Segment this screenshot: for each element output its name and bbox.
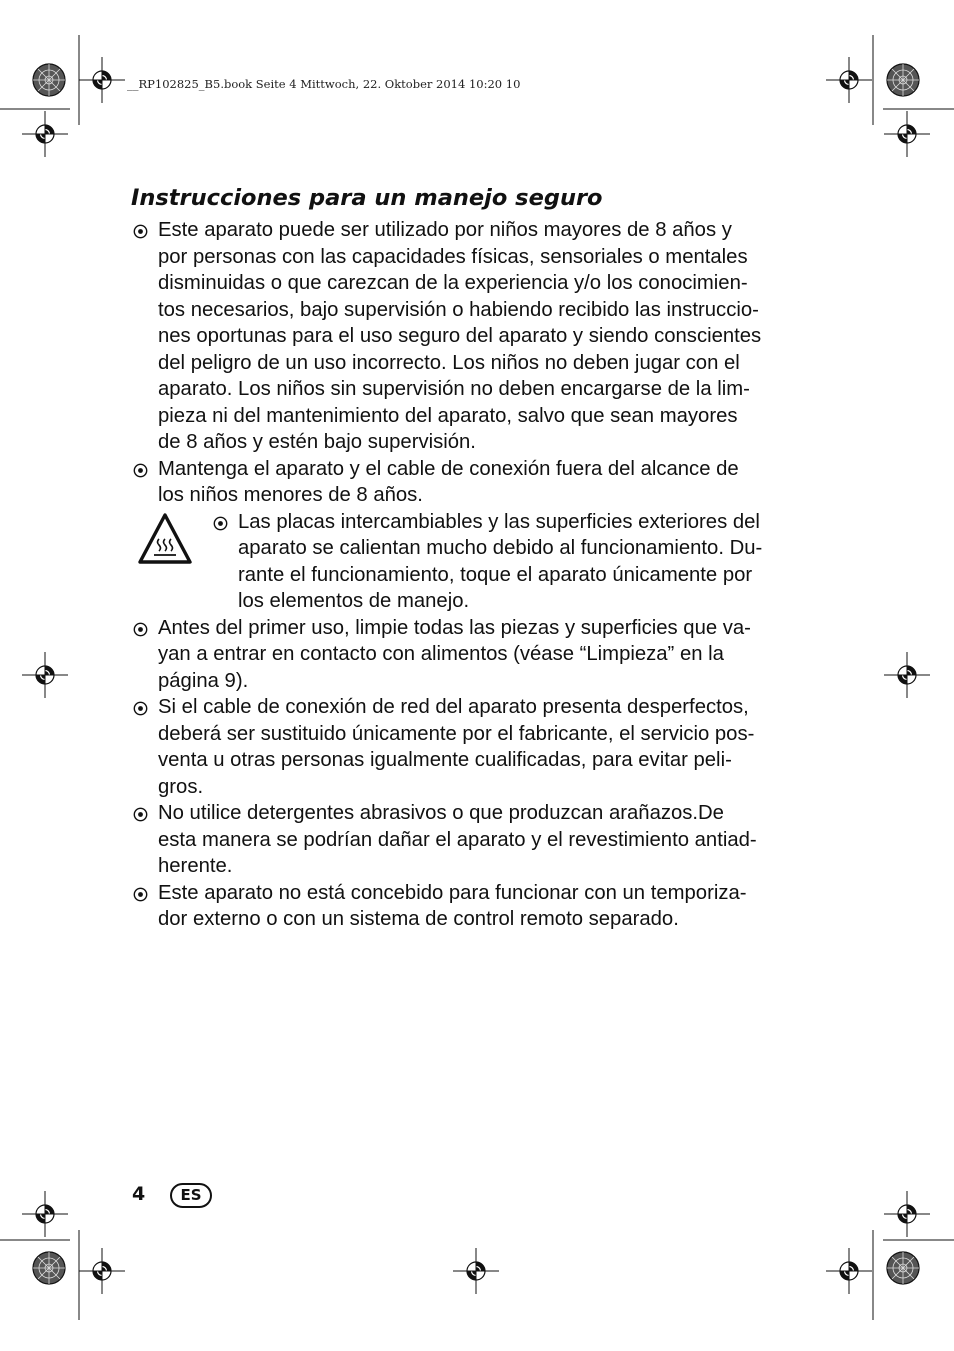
text-line: venta u otras personas igualmente cualificadas, para evitar peli-: [158, 749, 732, 771]
text-line: herente.: [158, 855, 233, 877]
text-line: gros.: [158, 775, 204, 798]
page-number: 4: [132, 1183, 146, 1205]
text-line: aparato se calientan mucho debido al funcionamiento. Du-: [238, 537, 763, 559]
print-slug: __RP102825_B5.book Seite 4 Mittwoch, 22. Oktober 2014 10:20 10: [127, 77, 521, 91]
language-badge: ES: [170, 1183, 212, 1208]
text-line: de 8 años y estén bajo supervisión.: [158, 431, 476, 453]
text-line: Antes del primer uso, limpie todas las piezas y superficies que va-: [158, 616, 751, 639]
text-line: disminuidas o que carezcan de la experiencia y/o los conocimien-: [158, 272, 748, 294]
section-title: Instrucciones para un manejo seguro: [131, 185, 603, 211]
text-line: No utilice detergentes abrasivos o que produzcan arañazos.De: [158, 802, 724, 824]
text-line: Este aparato no está concebido para funcionar con un temporiza-: [158, 881, 747, 904]
text-line: dor externo o con un sistema de control remoto separado.: [158, 908, 679, 930]
text-line: tos necesarios, bajo supervisión o habiendo recibido las instruccio-: [158, 298, 759, 321]
text-line: Este aparato puede ser utilizado por niños mayores de 8 años y: [158, 219, 732, 241]
text-line: Si el cable de conexión de red del aparato presenta desperfectos,: [158, 696, 749, 718]
text-line: esta manera se podrían dañar el aparato y el revestimiento antiad-: [158, 828, 757, 851]
text-line: aparato. Los niños sin supervisión no deben encargarse de la lim-: [158, 378, 750, 400]
text-line: por personas con las capacidades físicas, sensoriales o mentales: [158, 245, 748, 268]
text-line: deberá ser sustituido únicamente por el fabricante, el servicio pos-: [158, 722, 755, 745]
text-line: pieza ni del mantenimiento del aparato, salvo que sean mayores: [158, 404, 738, 427]
text-line: Las placas intercambiables y las superficies exteriores del: [238, 510, 760, 533]
text-line: página 9).: [158, 669, 249, 692]
text-line: yan a entrar en contacto con alimentos (véase “Limpieza” en la: [158, 643, 724, 665]
text-line: del peligro de un uso incorrecto. Los niños no deben jugar con el: [158, 351, 740, 374]
text-line: los niños menores de 8 años.: [158, 484, 423, 506]
text-line: los elementos de manejo.: [238, 590, 470, 612]
text-line: Mantenga el aparato y el cable de conexión fuera del alcance de: [158, 457, 739, 480]
text-line: rante el funcionamiento, toque el aparato únicamente por: [238, 563, 753, 586]
text-line: nes oportunas para el uso seguro del aparato y siendo conscientes: [158, 325, 762, 347]
